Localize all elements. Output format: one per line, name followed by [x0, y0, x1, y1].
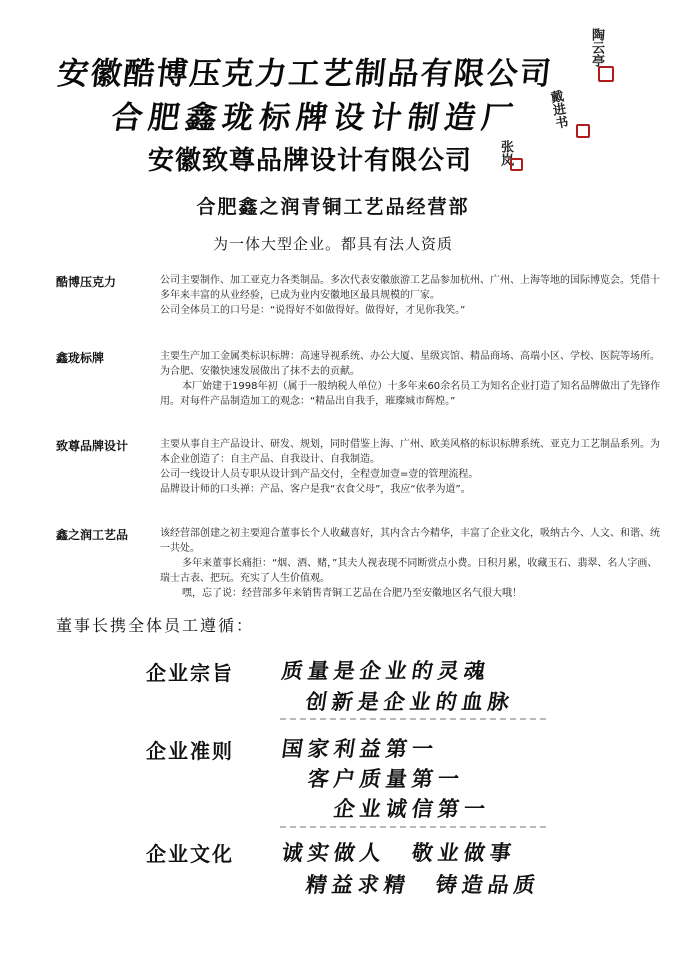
principle-line: 创新是企业的血脉	[304, 689, 516, 714]
signature-mark: 陶云亭	[589, 28, 604, 67]
follow-title: 董事长携全体员工遵循：	[56, 616, 255, 635]
paragraph: 主要从事自主产品设计、研发、规划，同时借鉴上海、广州、欧美风格的标识标牌系统、亚克力工艺制品系列。为本企业创造了：自主产品、自我设计、自我制造。	[160, 439, 660, 465]
principle-line: 企业诚信第一	[332, 796, 492, 821]
signature-mark: 戴进书	[546, 89, 569, 131]
seal-stamp	[510, 158, 523, 171]
section-body-kubo	[160, 273, 666, 318]
paragraph: 多年来董事长痛拒：“烟、酒、赌，”其夫人视表现不同断赏点小费。日积月累，收藏玉石、翡翠、名人字画、瑞士古表、把玩。充实了人生价值观。	[160, 558, 658, 584]
heading-company-2: 合肥鑫珑标牌设计制造厂	[108, 100, 522, 136]
section-title-xinzhirun: 鑫之润工艺品	[56, 528, 129, 542]
principle-label-purpose: 企业宗旨	[146, 661, 234, 685]
divider	[280, 826, 546, 828]
paragraph: 公司主要制作、加工亚克力各类制品。多次代表安徽旅游工艺品参加杭州、广州、上海等地的国际博览会。凭借十多年来丰富的从业经验，已成为业内安徽地区最具规模的厂家。	[160, 275, 660, 301]
heading-company-4: 合肥鑫之润青铜工艺品经营部	[196, 196, 470, 218]
tagline: 为一体大型企业。都具有法人资质	[212, 235, 453, 253]
seal-stamp	[576, 124, 590, 138]
section-title-xinlong: 鑫珑标牌	[56, 351, 105, 365]
paragraph: 该经营部创建之初主要迎合董事长个人收藏喜好，其内含古今精华，丰富了企业文化，吸纳古今、人文、和谐、统一共处。	[160, 528, 660, 554]
paragraph: 本厂始建于1998年初（属于一般纳税人单位）十多年来60余名员工为知名企业打造了知名品牌做出了先锋作用。对每件产品制造加工的观念：“精品出自我手，璀璨城市辉煌。”	[160, 381, 661, 407]
heading-company-3: 安徽致尊品牌设计有限公司	[148, 146, 473, 176]
heading-company-1: 安徽酷博压克力工艺制品有限公司	[55, 56, 555, 92]
section-body-zhizun	[160, 437, 666, 497]
principle-line: 诚实做人 敬业做事	[280, 840, 518, 865]
section-body-xinzhirun	[160, 526, 666, 601]
principle-line: 国家利益第一	[280, 736, 440, 761]
section-title-kubo: 酷博压克力	[56, 275, 117, 289]
paragraph: 公司一线设计人员专职从设计到产品交付，全程壹加壹=壹的管理流程。	[160, 469, 479, 480]
section-body-xinlong	[160, 349, 666, 409]
signature-mark: 张岚	[498, 140, 513, 166]
seal-stamp	[598, 66, 614, 82]
paragraph: 品牌设计师的口头禅：产品、客户是我“衣食父母”，我应“依孝为道”。	[160, 484, 471, 495]
paragraph: 嘿，忘了说：经营部多年来销售青铜工艺品在合肥乃至安徽地区名气很大哦！	[182, 588, 522, 599]
section-title-zhizun: 致尊品牌设计	[56, 439, 129, 453]
divider	[280, 718, 546, 720]
principle-line: 精益求精 铸造品质	[304, 872, 542, 897]
principle-label-culture: 企业文化	[146, 842, 234, 866]
principle-line: 质量是企业的灵魂	[280, 658, 492, 683]
paragraph: 公司全体员工的口号是：“说得好不如做得好。做得好，才见你我笑。”	[160, 305, 466, 316]
principle-line: 客户质量第一	[306, 766, 466, 791]
principle-label-rules: 企业准则	[146, 739, 234, 763]
paragraph: 主要生产加工金属类标识标牌：高速导视系统、办公大厦、星级宾馆、精品商场、高端小区、学校、医院等场所。为合肥、安徽快速发展做出了抹不去的贡献。	[160, 351, 660, 377]
